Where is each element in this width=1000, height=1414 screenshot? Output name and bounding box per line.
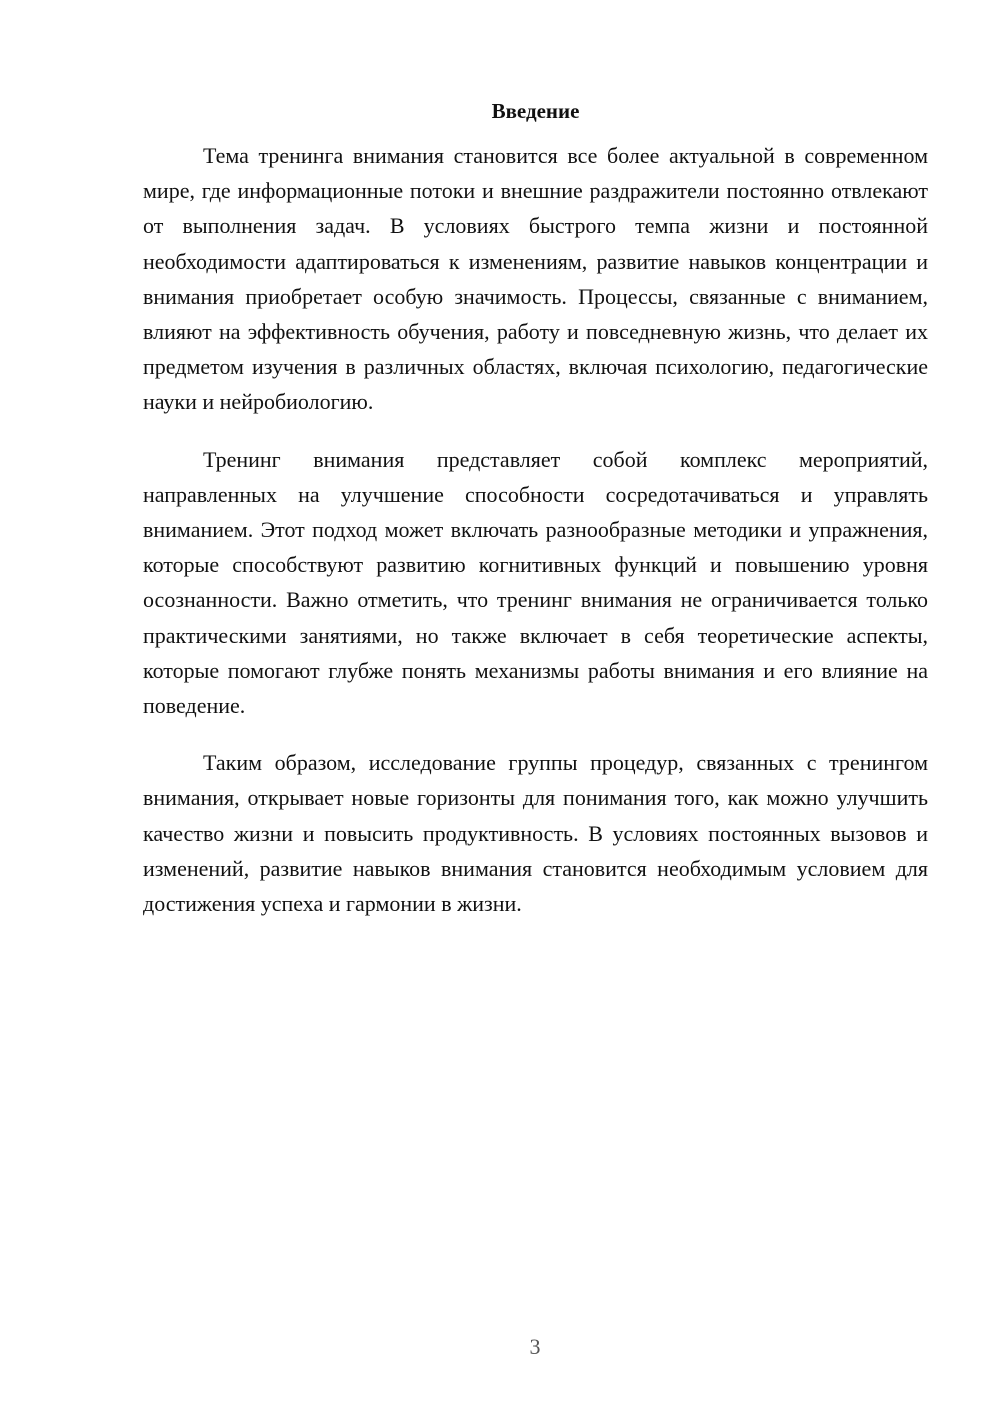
page-number: 3	[529, 1334, 541, 1359]
paragraph-3: Таким образом, исследование группы процедур, связанных с тренингом внимания, открывает новые горизонты для понимания того, как можно улучшить качество жизни и повысить продуктивность. В условиях постоянных вызовов и изменений, развитие навыков внимания становится необходимым условием для достижения успеха и гармонии в жизни.	[143, 750, 928, 917]
paragraph-2: Тренинг внимания представляет собой комплекс мероприятий, направленных на улучшение способности сосредотачиваться и управлять вниманием. Этот подход может включать разнообразные методики и упражнения, которые способствуют развитию когнитивных функций и повышению уровня осознанности. Важно отметить, что тренинг внимания не ограничивается только практическими занятиями, но также включает в себя теоретические аспекты, которые помогают глубже понять механизмы работы внимания и его влияние на поведение.	[143, 446, 928, 719]
section-heading: Введение	[491, 99, 580, 123]
page-content	[143, 96, 928, 943]
paragraph-1: Тема тренинга внимания становится все более актуальной в современном мире, где информационные потоки и внешние раздражители постоянно отвлекают от выполнения задач. В условиях быстрого темпа жизни и постоянной необходимости адаптироваться к изменениям, развитие навыков концентрации и внимания приобретает особую значимость. Процессы, связанные с вниманием, влияют на эффективность обучения, работу и повседневную жизнь, что делает их предметом изучения в различных областях, включая психологию, педагогические науки и нейробиологию.	[143, 143, 928, 415]
